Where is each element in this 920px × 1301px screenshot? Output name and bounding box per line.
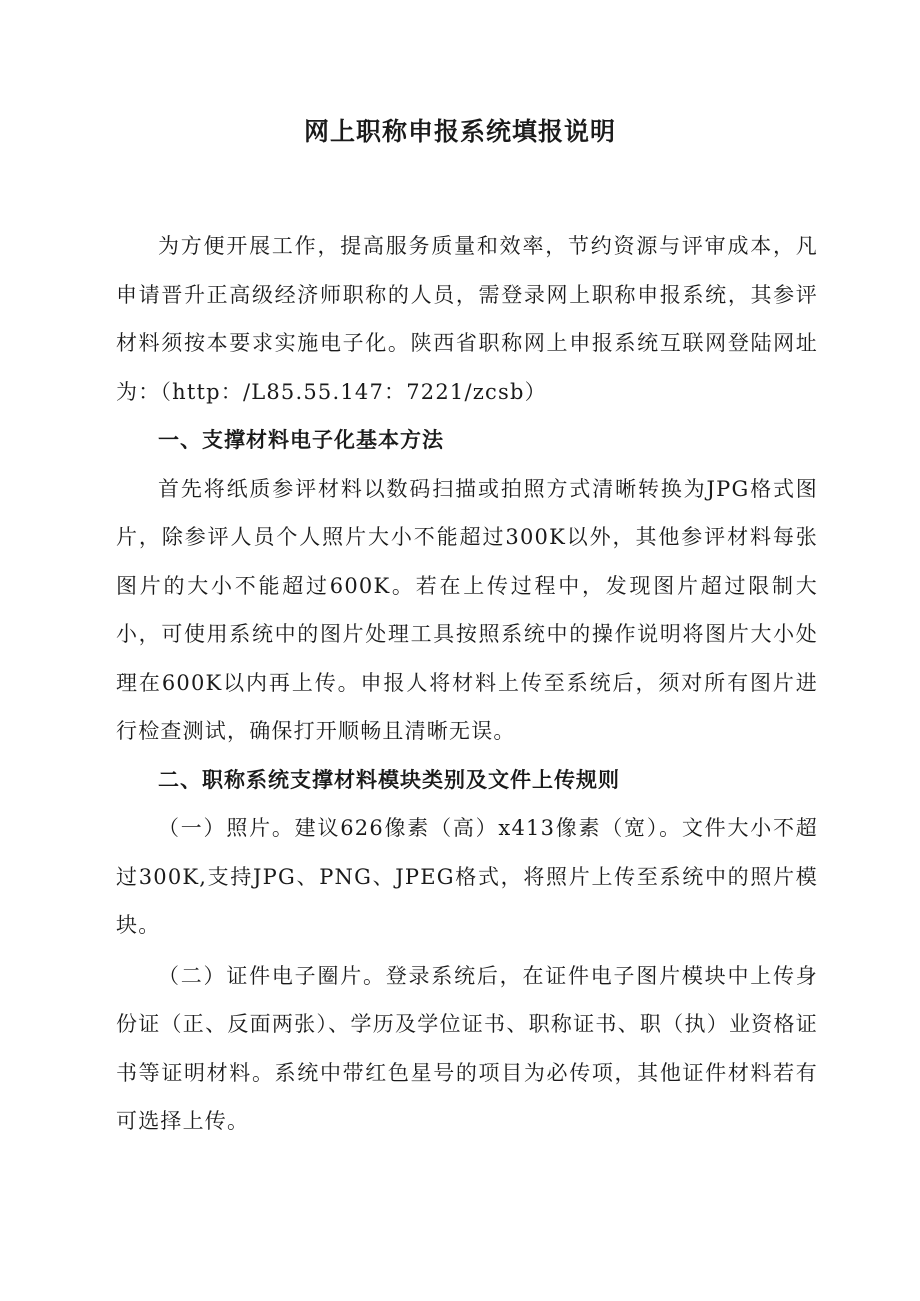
document-body <box>116 222 818 1146</box>
intro-paragraph: 为方便开展工作，提高服务质量和效率，节约资源与评审成本，凡申请晋升正高级经济师职称的人员，需登录网上职称申报系统，其参评材料须按本要求实施电子化。陕西省职称网上申报系统互联网登陆网址为：（http：/L85.55.147：7221/zcsb） <box>116 234 818 404</box>
document-title: 网上职称申报系统填报说明 <box>303 117 616 146</box>
section-heading-2: 二、职称系统支撑材料模块类别及文件上传规则 <box>158 767 620 792</box>
section-heading-1: 一、支撑材料电子化基本方法 <box>158 428 444 452</box>
section-2-item-2: （二）证件电子圈片。登录系统后，在证件电子图片模块中上传身份证（正、反面两张）、学历及学位证书、职称证书、职（执）业资格证书等证明材料。系统中带红色星号的项目为必传项，其他证件材料若有可选择上传。 <box>116 963 818 1133</box>
section-2-item-1: （一）照片。建议626像素（高）x413像素（宽）。文件大小不超过300K,支持JPG、PNG、JPEG格式，将照片上传至系统中的照片模块。 <box>116 816 818 937</box>
section-1-paragraph: 首先将纸质参评材料以数码扫描或拍照方式清晰转换为JPG格式图片，除参评人员个人照片大小不能超过300K以外，其他参评材料每张图片的大小不能超过600K。若在上传过程中，发现图片超过限制大小，可使用系统中的图片处理工具按照系统中的操作说明将图片大小处理在600K以内再上传。申报人将材料上传至系统后，须对所有图片进行检查测试，确保打开顺畅且清晰无误。 <box>116 476 818 743</box>
